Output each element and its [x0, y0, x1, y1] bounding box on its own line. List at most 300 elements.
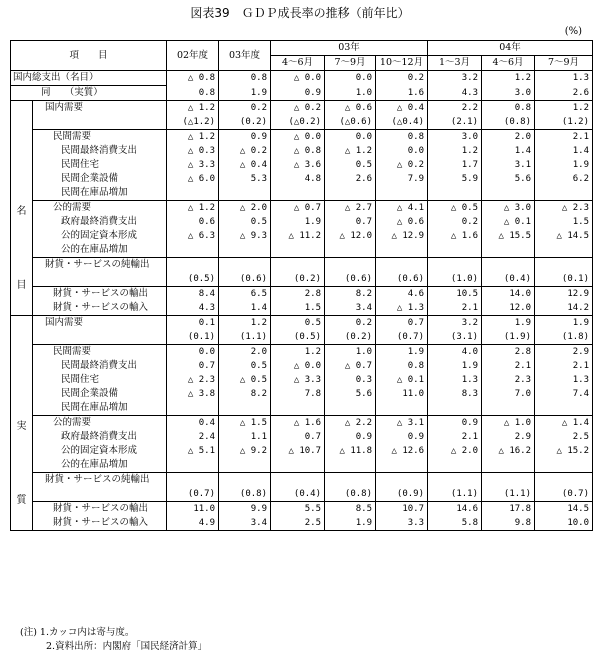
cell-value: (0.8) — [482, 115, 535, 130]
row-label: 財貨・サービスの輸出 — [33, 502, 167, 517]
cell-value: 1.3 — [535, 71, 593, 86]
cell-value — [167, 258, 219, 273]
cell-value — [535, 258, 593, 273]
cell-value: △ 0.0 — [271, 71, 325, 86]
cell-value: 3.4 — [219, 516, 271, 531]
cell-value — [482, 401, 535, 416]
cell-value: 0.8 — [482, 101, 535, 116]
cell-value: △ 3.8 — [167, 387, 219, 401]
cell-value: 1.5 — [535, 215, 593, 229]
cell-value: 0.5 — [219, 215, 271, 229]
cell-value: 8.2 — [219, 387, 271, 401]
table-row — [11, 229, 593, 243]
cell-value: △ 4.1 — [376, 201, 428, 216]
cell-value: (2.1) — [428, 115, 482, 130]
cell-value — [482, 473, 535, 488]
row-label: 民間在庫品増加 — [33, 186, 167, 201]
cell-value: 5.5 — [271, 502, 325, 517]
table-row — [11, 359, 593, 373]
row-label: 公的固定資本形成 — [33, 229, 167, 243]
row-label: 公的需要 — [33, 201, 167, 216]
cell-value: 0.9 — [219, 130, 271, 145]
cell-value: 0.7 — [167, 359, 219, 373]
cell-value: 2.1 — [535, 130, 593, 145]
notes — [20, 626, 207, 654]
cell-value: 14.0 — [482, 287, 535, 302]
cell-value: △ 2.3 — [167, 373, 219, 387]
row-label: 民間住宅 — [33, 158, 167, 172]
row-label: 財貨・サービスの輸入 — [33, 516, 167, 531]
cell-value: (0.2) — [325, 330, 376, 345]
cell-value: 0.8 — [219, 71, 271, 86]
note-1: (注) 1.カッコ内は寄与度。 — [20, 627, 135, 638]
cell-value: 0.2 — [428, 215, 482, 229]
table-row — [11, 444, 593, 458]
cell-value: (1.8) — [535, 330, 593, 345]
table-row — [11, 401, 593, 416]
cell-value: 0.8 — [376, 130, 428, 145]
cell-value: △ 1.2 — [325, 144, 376, 158]
cell-value: 0.0 — [325, 71, 376, 86]
cell-value: 0.4 — [167, 416, 219, 431]
table-row — [11, 258, 593, 273]
side-category — [11, 101, 33, 316]
cell-value: 1.9 — [325, 516, 376, 531]
cell-value: 7.0 — [482, 387, 535, 401]
cell-value: 0.8 — [167, 86, 219, 101]
cell-value: 0.2 — [376, 71, 428, 86]
cell-value: 1.9 — [535, 158, 593, 172]
cell-value: 14.5 — [535, 502, 593, 517]
cell-value: (1.0) — [428, 272, 482, 287]
row-label: 国内総支出（名目） — [11, 71, 167, 86]
cell-value — [219, 473, 271, 488]
table-row — [11, 387, 593, 401]
cell-value — [376, 473, 428, 488]
cell-value: △ 11.8 — [325, 444, 376, 458]
cell-value — [167, 243, 219, 258]
table-row — [11, 243, 593, 258]
cell-value: 2.1 — [428, 301, 482, 316]
table-row — [11, 487, 593, 502]
cell-value: △ 0.4 — [376, 101, 428, 116]
cell-value: △ 0.1 — [482, 215, 535, 229]
cell-value: 7.9 — [376, 172, 428, 186]
table-row — [11, 416, 593, 431]
cell-value: 2.1 — [535, 359, 593, 373]
cell-value: 0.9 — [376, 430, 428, 444]
row-label: 民間最終消費支出 — [33, 144, 167, 158]
cell-value: 0.2 — [325, 316, 376, 331]
row-label: 民間企業設備 — [33, 172, 167, 186]
table-row — [11, 301, 593, 316]
cell-value — [535, 186, 593, 201]
cell-value: (0.8) — [219, 487, 271, 502]
cell-value: 0.8 — [376, 359, 428, 373]
cell-value: △ 0.6 — [376, 215, 428, 229]
cell-value — [535, 473, 593, 488]
cell-value: △ 3.3 — [167, 158, 219, 172]
row-label: 公的固定資本形成 — [33, 444, 167, 458]
cell-value: (0.9) — [376, 487, 428, 502]
cell-value: 8.4 — [167, 287, 219, 302]
cell-value: △ 0.2 — [376, 158, 428, 172]
cell-value — [167, 473, 219, 488]
cell-value: 10.5 — [428, 287, 482, 302]
cell-value — [271, 473, 325, 488]
header-period: 1〜3月 — [428, 56, 482, 71]
cell-value: 2.6 — [535, 86, 593, 101]
cell-value: 12.9 — [535, 287, 593, 302]
cell-value: (1.1) — [428, 487, 482, 502]
cell-value: (0.2) — [219, 115, 271, 130]
cell-value: 8.2 — [325, 287, 376, 302]
cell-value: 1.1 — [219, 430, 271, 444]
cell-value — [271, 258, 325, 273]
cell-value: 2.2 — [428, 101, 482, 116]
cell-value: 0.1 — [167, 316, 219, 331]
cell-value: 3.2 — [428, 71, 482, 86]
row-label: 国内需要 — [33, 316, 167, 331]
cell-value: 0.9 — [325, 430, 376, 444]
cell-value: △ 6.3 — [167, 229, 219, 243]
header-period: 4〜6月 — [482, 56, 535, 71]
cell-value: 2.5 — [535, 430, 593, 444]
cell-value: △ 3.3 — [271, 373, 325, 387]
cell-value: 4.3 — [167, 301, 219, 316]
cell-value: 2.8 — [271, 287, 325, 302]
cell-value: △ 15.5 — [482, 229, 535, 243]
cell-value: △ 0.8 — [271, 144, 325, 158]
cell-value: 1.9 — [482, 316, 535, 331]
cell-value: 2.0 — [482, 130, 535, 145]
cell-value: 1.2 — [428, 144, 482, 158]
cell-value: △ 5.1 — [167, 444, 219, 458]
cell-value: △ 9.3 — [219, 229, 271, 243]
cell-value — [325, 258, 376, 273]
cell-value — [219, 458, 271, 473]
cell-value — [219, 186, 271, 201]
cell-value — [482, 243, 535, 258]
row-label: 民間需要 — [33, 345, 167, 360]
cell-value — [325, 458, 376, 473]
cell-value: 1.2 — [219, 316, 271, 331]
cell-value: 6.2 — [535, 172, 593, 186]
table-row — [11, 86, 593, 101]
cell-value: 1.0 — [325, 345, 376, 360]
cell-value: 2.0 — [219, 345, 271, 360]
cell-value: (0.4) — [482, 272, 535, 287]
table-row — [11, 373, 593, 387]
cell-value: △ 14.5 — [535, 229, 593, 243]
cell-value — [325, 243, 376, 258]
cell-value: 1.2 — [482, 71, 535, 86]
cell-value: 2.3 — [482, 373, 535, 387]
cell-value: △ 0.0 — [271, 359, 325, 373]
cell-value: 1.2 — [535, 101, 593, 116]
cell-value: 1.9 — [428, 359, 482, 373]
cell-value: 0.7 — [325, 215, 376, 229]
cell-value: △ 0.5 — [428, 201, 482, 216]
cell-value: △ 16.2 — [482, 444, 535, 458]
cell-value: △ 0.1 — [376, 373, 428, 387]
cell-value — [271, 243, 325, 258]
header-fy02: 02年度 — [167, 41, 219, 71]
cell-value: 11.0 — [376, 387, 428, 401]
cell-value: △ 15.2 — [535, 444, 593, 458]
cell-value: (0.5) — [271, 330, 325, 345]
cell-value: 6.5 — [219, 287, 271, 302]
cell-value: (0.4) — [271, 487, 325, 502]
cell-value: 0.0 — [376, 144, 428, 158]
cell-value — [219, 243, 271, 258]
cell-value: (3.1) — [428, 330, 482, 345]
cell-value: 1.3 — [428, 373, 482, 387]
side-label: 名 — [16, 206, 27, 217]
row-label: 政府最終消費支出 — [33, 215, 167, 229]
cell-value: △ 2.2 — [325, 416, 376, 431]
cell-value: 11.0 — [167, 502, 219, 517]
cell-value: 3.0 — [482, 86, 535, 101]
cell-value: 5.6 — [482, 172, 535, 186]
cell-value — [428, 186, 482, 201]
cell-value: 9.8 — [482, 516, 535, 531]
cell-value — [325, 401, 376, 416]
cell-value: 10.0 — [535, 516, 593, 531]
row-label: 財貨・サービスの輸入 — [33, 301, 167, 316]
cell-value: △ 0.8 — [167, 71, 219, 86]
table-row — [11, 272, 593, 287]
row-label: 民間最終消費支出 — [33, 359, 167, 373]
cell-value: 0.5 — [219, 359, 271, 373]
header-period: 7〜9月 — [325, 56, 376, 71]
cell-value: 1.7 — [428, 158, 482, 172]
table-row — [11, 186, 593, 201]
cell-value — [535, 458, 593, 473]
cell-value: (1.1) — [482, 487, 535, 502]
cell-value: 3.1 — [482, 158, 535, 172]
row-label: 公的在庫品増加 — [33, 243, 167, 258]
cell-value: △ 12.6 — [376, 444, 428, 458]
cell-value: 2.9 — [535, 345, 593, 360]
cell-value: (0.8) — [325, 487, 376, 502]
row-label: 公的需要 — [33, 416, 167, 431]
cell-value: 1.9 — [376, 345, 428, 360]
cell-value — [325, 186, 376, 201]
cell-value: 4.0 — [428, 345, 482, 360]
table-row — [11, 316, 593, 331]
note-2: 2.資料出所：内閣府「国民経済計算」 — [46, 641, 208, 652]
cell-value: △ 2.3 — [535, 201, 593, 216]
cell-value: 0.7 — [376, 316, 428, 331]
row-label — [33, 487, 167, 502]
cell-value: 0.9 — [428, 416, 482, 431]
cell-value — [428, 458, 482, 473]
cell-value: (0.7) — [535, 487, 593, 502]
cell-value: 4.9 — [167, 516, 219, 531]
header-fy03: 03年度 — [219, 41, 271, 71]
table-row — [11, 115, 593, 130]
cell-value — [535, 243, 593, 258]
cell-value: 7.4 — [535, 387, 593, 401]
cell-value: 2.1 — [428, 430, 482, 444]
cell-value: 3.3 — [376, 516, 428, 531]
cell-value: 9.9 — [219, 502, 271, 517]
cell-value: 0.7 — [271, 430, 325, 444]
header-item: 項 目 — [11, 41, 167, 71]
cell-value: △ 1.6 — [271, 416, 325, 431]
cell-value: △ 3.0 — [482, 201, 535, 216]
cell-value: (1.9) — [482, 330, 535, 345]
cell-value: 4.6 — [376, 287, 428, 302]
cell-value: △ 0.3 — [167, 144, 219, 158]
table-row — [11, 71, 593, 86]
cell-value — [428, 473, 482, 488]
cell-value — [428, 401, 482, 416]
cell-value: (0.6) — [325, 272, 376, 287]
cell-value: △ 0.6 — [325, 101, 376, 116]
cell-value: 3.2 — [428, 316, 482, 331]
cell-value: △ 10.7 — [271, 444, 325, 458]
cell-value: 0.2 — [219, 101, 271, 116]
cell-value: △ 1.2 — [167, 201, 219, 216]
row-label — [33, 115, 167, 130]
cell-value: 0.0 — [325, 130, 376, 145]
cell-value: 0.9 — [271, 86, 325, 101]
row-label: 財貨・サービスの輸出 — [33, 287, 167, 302]
cell-value: △ 0.5 — [219, 373, 271, 387]
cell-value: △ 0.0 — [271, 130, 325, 145]
cell-value: (△0.4) — [376, 115, 428, 130]
cell-value: 1.3 — [535, 373, 593, 387]
cell-value: 1.5 — [271, 301, 325, 316]
cell-value — [167, 401, 219, 416]
cell-value: 5.9 — [428, 172, 482, 186]
cell-value: 2.8 — [482, 345, 535, 360]
cell-value: 1.6 — [376, 86, 428, 101]
cell-value: 1.4 — [535, 144, 593, 158]
table-row — [11, 430, 593, 444]
cell-value: △ 1.2 — [167, 130, 219, 145]
cell-value: 17.8 — [482, 502, 535, 517]
cell-value: (1.2) — [535, 115, 593, 130]
cell-value: 1.9 — [219, 86, 271, 101]
cell-value: (0.6) — [219, 272, 271, 287]
side-label: 目 — [16, 280, 27, 291]
cell-value: 2.5 — [271, 516, 325, 531]
cell-value: △ 12.0 — [325, 229, 376, 243]
header-period: 7〜9月 — [535, 56, 593, 71]
table-row — [11, 458, 593, 473]
cell-value: △ 11.2 — [271, 229, 325, 243]
header-year-03: 03年 — [271, 41, 428, 56]
cell-value — [535, 401, 593, 416]
cell-value — [428, 243, 482, 258]
cell-value: 1.9 — [271, 215, 325, 229]
cell-value — [271, 401, 325, 416]
header-year-04: 04年 — [428, 41, 593, 56]
cell-value — [167, 458, 219, 473]
table-row — [11, 201, 593, 216]
cell-value: 1.4 — [219, 301, 271, 316]
cell-value: △ 1.6 — [428, 229, 482, 243]
cell-value: 2.9 — [482, 430, 535, 444]
cell-value: 5.6 — [325, 387, 376, 401]
cell-value: 14.6 — [428, 502, 482, 517]
cell-value: △ 0.7 — [325, 359, 376, 373]
cell-value: △ 1.3 — [376, 301, 428, 316]
cell-value: △ 0.4 — [219, 158, 271, 172]
table-row — [11, 130, 593, 145]
cell-value — [482, 258, 535, 273]
cell-value: △ 6.0 — [167, 172, 219, 186]
cell-value: (△0.2) — [271, 115, 325, 130]
cell-value: 2.6 — [325, 172, 376, 186]
cell-value — [325, 473, 376, 488]
cell-value — [219, 401, 271, 416]
cell-value: (△0.6) — [325, 115, 376, 130]
cell-value: 0.5 — [325, 158, 376, 172]
cell-value: △ 2.7 — [325, 201, 376, 216]
cell-value — [219, 258, 271, 273]
cell-value: (0.2) — [271, 272, 325, 287]
cell-value: 0.5 — [271, 316, 325, 331]
cell-value — [376, 401, 428, 416]
cell-value: △ 0.2 — [271, 101, 325, 116]
cell-value: △ 1.0 — [482, 416, 535, 431]
cell-value: 0.6 — [167, 215, 219, 229]
cell-value: 0.3 — [325, 373, 376, 387]
cell-value: (1.1) — [219, 330, 271, 345]
cell-value: 3.4 — [325, 301, 376, 316]
row-label: 民間在庫品増加 — [33, 401, 167, 416]
gdp-growth-table — [10, 40, 593, 531]
cell-value: △ 0.2 — [219, 144, 271, 158]
header-period: 4〜6月 — [271, 56, 325, 71]
cell-value: 2.1 — [482, 359, 535, 373]
header-period: 10〜12月 — [376, 56, 428, 71]
table-row — [11, 473, 593, 488]
cell-value: 4.8 — [271, 172, 325, 186]
table-row — [11, 172, 593, 186]
table-row — [11, 330, 593, 345]
row-label: 民間企業設備 — [33, 387, 167, 401]
cell-value: △ 3.6 — [271, 158, 325, 172]
row-label: 財貨・サービスの純輸出 — [33, 258, 167, 273]
cell-value: 1.9 — [535, 316, 593, 331]
cell-value: (0.5) — [167, 272, 219, 287]
cell-value: (△1.2) — [167, 115, 219, 130]
cell-value: (0.7) — [167, 487, 219, 502]
row-label — [33, 330, 167, 345]
cell-value: △ 1.4 — [535, 416, 593, 431]
row-label: 民間住宅 — [33, 373, 167, 387]
page-title: 図表39 ＧＤＰ成長率の推移（前年比） — [190, 6, 410, 20]
cell-value: 1.2 — [271, 345, 325, 360]
cell-value: 0.0 — [167, 345, 219, 360]
cell-value — [167, 186, 219, 201]
row-label: 民間需要 — [33, 130, 167, 145]
table-row — [11, 516, 593, 531]
cell-value — [271, 458, 325, 473]
row-label: 公的在庫品増加 — [33, 458, 167, 473]
cell-value: △ 1.5 — [219, 416, 271, 431]
row-label: 財貨・サービスの純輸出 — [33, 473, 167, 488]
cell-value — [482, 186, 535, 201]
cell-value: 14.2 — [535, 301, 593, 316]
cell-value: 8.3 — [428, 387, 482, 401]
table-row — [11, 158, 593, 172]
